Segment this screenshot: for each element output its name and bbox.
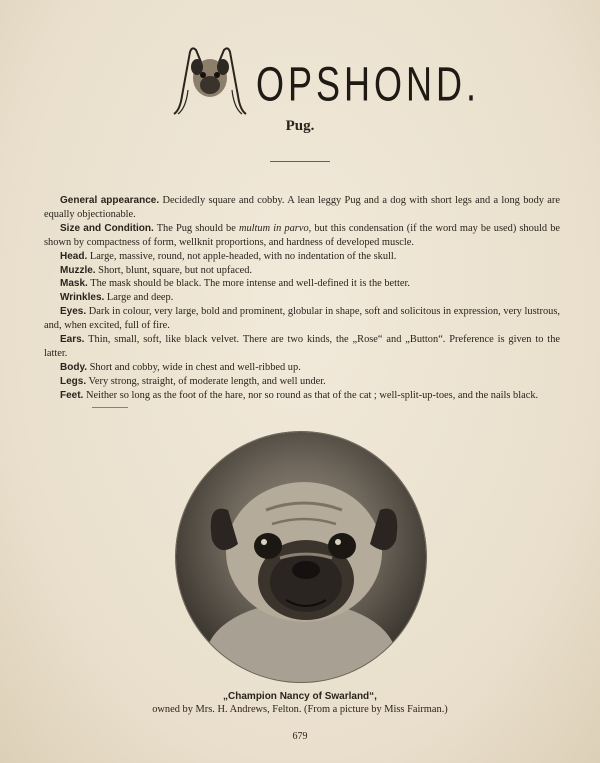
standard-entry xyxy=(44,222,560,250)
pug-portrait xyxy=(176,432,426,682)
entry-term: Eyes. xyxy=(60,306,87,318)
chapter-heading xyxy=(170,40,481,120)
standard-entry xyxy=(44,375,560,389)
entry-text: Very strong, straight, of moderate length, and well under. xyxy=(88,375,326,387)
entry-italic: multum in parvo xyxy=(238,222,309,234)
entry-term: General appearance. xyxy=(60,195,160,206)
standard-entry xyxy=(44,333,560,361)
entry-term: Head. xyxy=(60,250,88,262)
entry-text: Dark in colour, very large, bold and prominent, globular in shape, soft and solicitous in expression, very lustrous, and, when excited, full of fire. xyxy=(44,306,560,332)
entry-text: Large, massive, round, not apple-headed, with no indentation of the skull. xyxy=(89,250,397,262)
caption-credit: owned by Mrs. H. Andrews, Felton. (From a picture by Miss Fairman.) xyxy=(152,704,448,715)
entry-text: The mask should be black. The more intense and well-defined it is the better. xyxy=(90,278,411,290)
entry-text: Large and deep. xyxy=(106,292,174,304)
standard-entry xyxy=(44,250,560,264)
entry-term: Muzzle. xyxy=(60,264,96,276)
entry-term: Feet. xyxy=(60,389,84,401)
divider xyxy=(270,161,330,162)
standard-entry xyxy=(44,305,560,333)
chapter-title: OPSHOND. xyxy=(256,56,481,112)
standard-entry xyxy=(44,264,560,278)
entry-text: Thin, small, soft, like black velvet. There are two kinds, the „Rose“ and „Button“. Preference is given to the latter. xyxy=(44,334,561,359)
standard-entry xyxy=(44,389,560,403)
entry-text: The Pug should be xyxy=(156,222,236,234)
standard-entry xyxy=(44,361,560,375)
pug-portrait-illustration xyxy=(176,432,426,682)
standard-entry xyxy=(44,277,560,291)
entry-term: Wrinkles. xyxy=(60,292,105,304)
entry-text: Decidedly square and cobby. A lean leggy Pug and a dog with short legs and a long body are equally objectionable. xyxy=(44,195,560,220)
portrait-caption xyxy=(0,690,600,716)
chapter-subtitle: Pug. xyxy=(285,118,315,134)
entry-text: Neither so long as the foot of the hare, nor so round as that of the cat ; well-split-up-toes, and the nails black. xyxy=(85,389,539,401)
caption-title: „Champion Nancy of Swarland“, xyxy=(223,691,377,702)
entry-text: Short and cobby, wide in chest and well-ribbed up. xyxy=(89,361,301,373)
page-number: 679 xyxy=(292,731,308,742)
breed-standard xyxy=(44,194,560,403)
entry-term: Size and Condition. xyxy=(60,222,154,234)
decorated-initial-m xyxy=(170,40,250,120)
entry-term: Legs. xyxy=(60,375,87,387)
standard-entry xyxy=(44,194,560,222)
section-dash xyxy=(92,407,128,408)
entry-term: Mask. xyxy=(60,278,88,290)
entry-term: Ears. xyxy=(60,334,85,346)
entry-term: Body. xyxy=(60,361,88,373)
entry-text: Short, blunt, square, but not upfaced. xyxy=(98,264,252,276)
standard-entry xyxy=(44,291,560,305)
entry-text: , but this condensation (if the word may be used) should be shown by compactness of form, wellknit proportions, and hardness of developed muscle. xyxy=(44,222,561,248)
